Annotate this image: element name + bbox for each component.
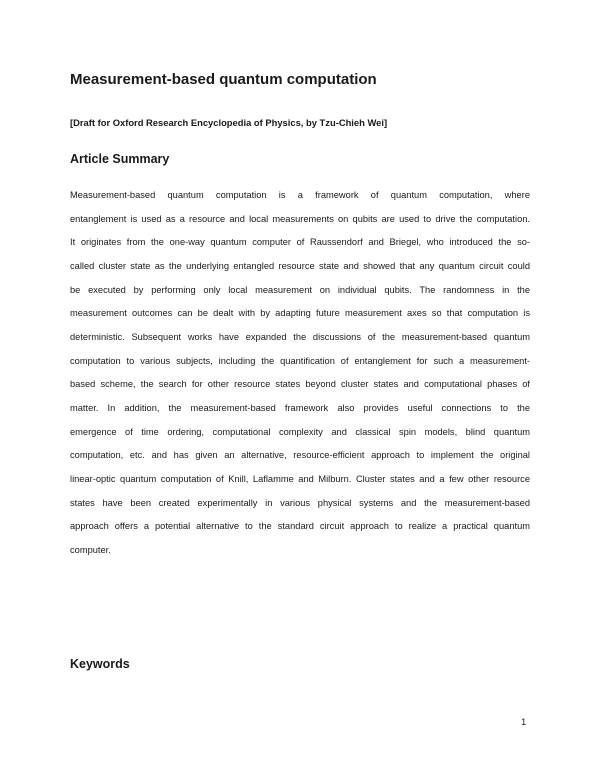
summary-line-2: entanglement is used as a resource and local measurements on qubits are used to drive the computation. xyxy=(70,213,530,224)
summary-line-8: computation to various subjects, including the quantification of entanglement for such a measurement- xyxy=(70,355,530,366)
summary-line-11: emergence of time ordering, computational complexity and classical spin models, blind quantum xyxy=(70,426,530,437)
summary-line-15: approach offers a potential alternative to the standard circuit approach to realize a practical quantum xyxy=(70,521,530,532)
summary-line-12: computation, etc. and has given an alternative, resource-efficient approach to implement the original xyxy=(70,450,530,461)
page-number: 1 xyxy=(521,717,527,728)
summary-line-10: matter. In addition, the measurement-based framework also provides useful connections to the xyxy=(70,402,530,413)
article-summary-paragraph xyxy=(70,184,530,563)
summary-line-14: states have been created experimentally in various physical systems and the measurement-based xyxy=(70,497,530,508)
summary-line-3: It originates from the one-way quantum computer of Raussendorf and Briegel, who introduced the so- xyxy=(70,237,530,248)
summary-line-9: based scheme, the search for other resource states beyond cluster states and computational phases of xyxy=(70,379,530,390)
keywords-heading: Keywords xyxy=(70,657,130,671)
summary-line-5: be executed by performing only local measurement on individual qubits. The randomness in the xyxy=(70,284,530,295)
summary-line-4: called cluster state as the underlying entangled resource state and showed that any quantum circuit could xyxy=(70,260,530,271)
summary-line-13: linear-optic quantum computation of Knill, Laflamme and Milburn. Cluster states and a few other resource xyxy=(70,473,530,484)
article-summary-heading: Article Summary xyxy=(70,152,170,166)
summary-line-16: computer. xyxy=(70,544,111,555)
summary-line-1: Measurement-based quantum computation is a framework of quantum computation, where xyxy=(70,190,530,200)
summary-line-7: deterministic. Subsequent works have expanded the discussions of the measurement-based quantum xyxy=(70,331,530,342)
document-subtitle: [Draft for Oxford Research Encyclopedia of Physics, by Tzu-Chieh Wei] xyxy=(70,117,388,128)
summary-line-6: measurement outcomes can be dealt with by adapting future measurement axes so that computation is xyxy=(70,308,530,319)
document-title: Measurement-based quantum computation xyxy=(70,71,377,88)
